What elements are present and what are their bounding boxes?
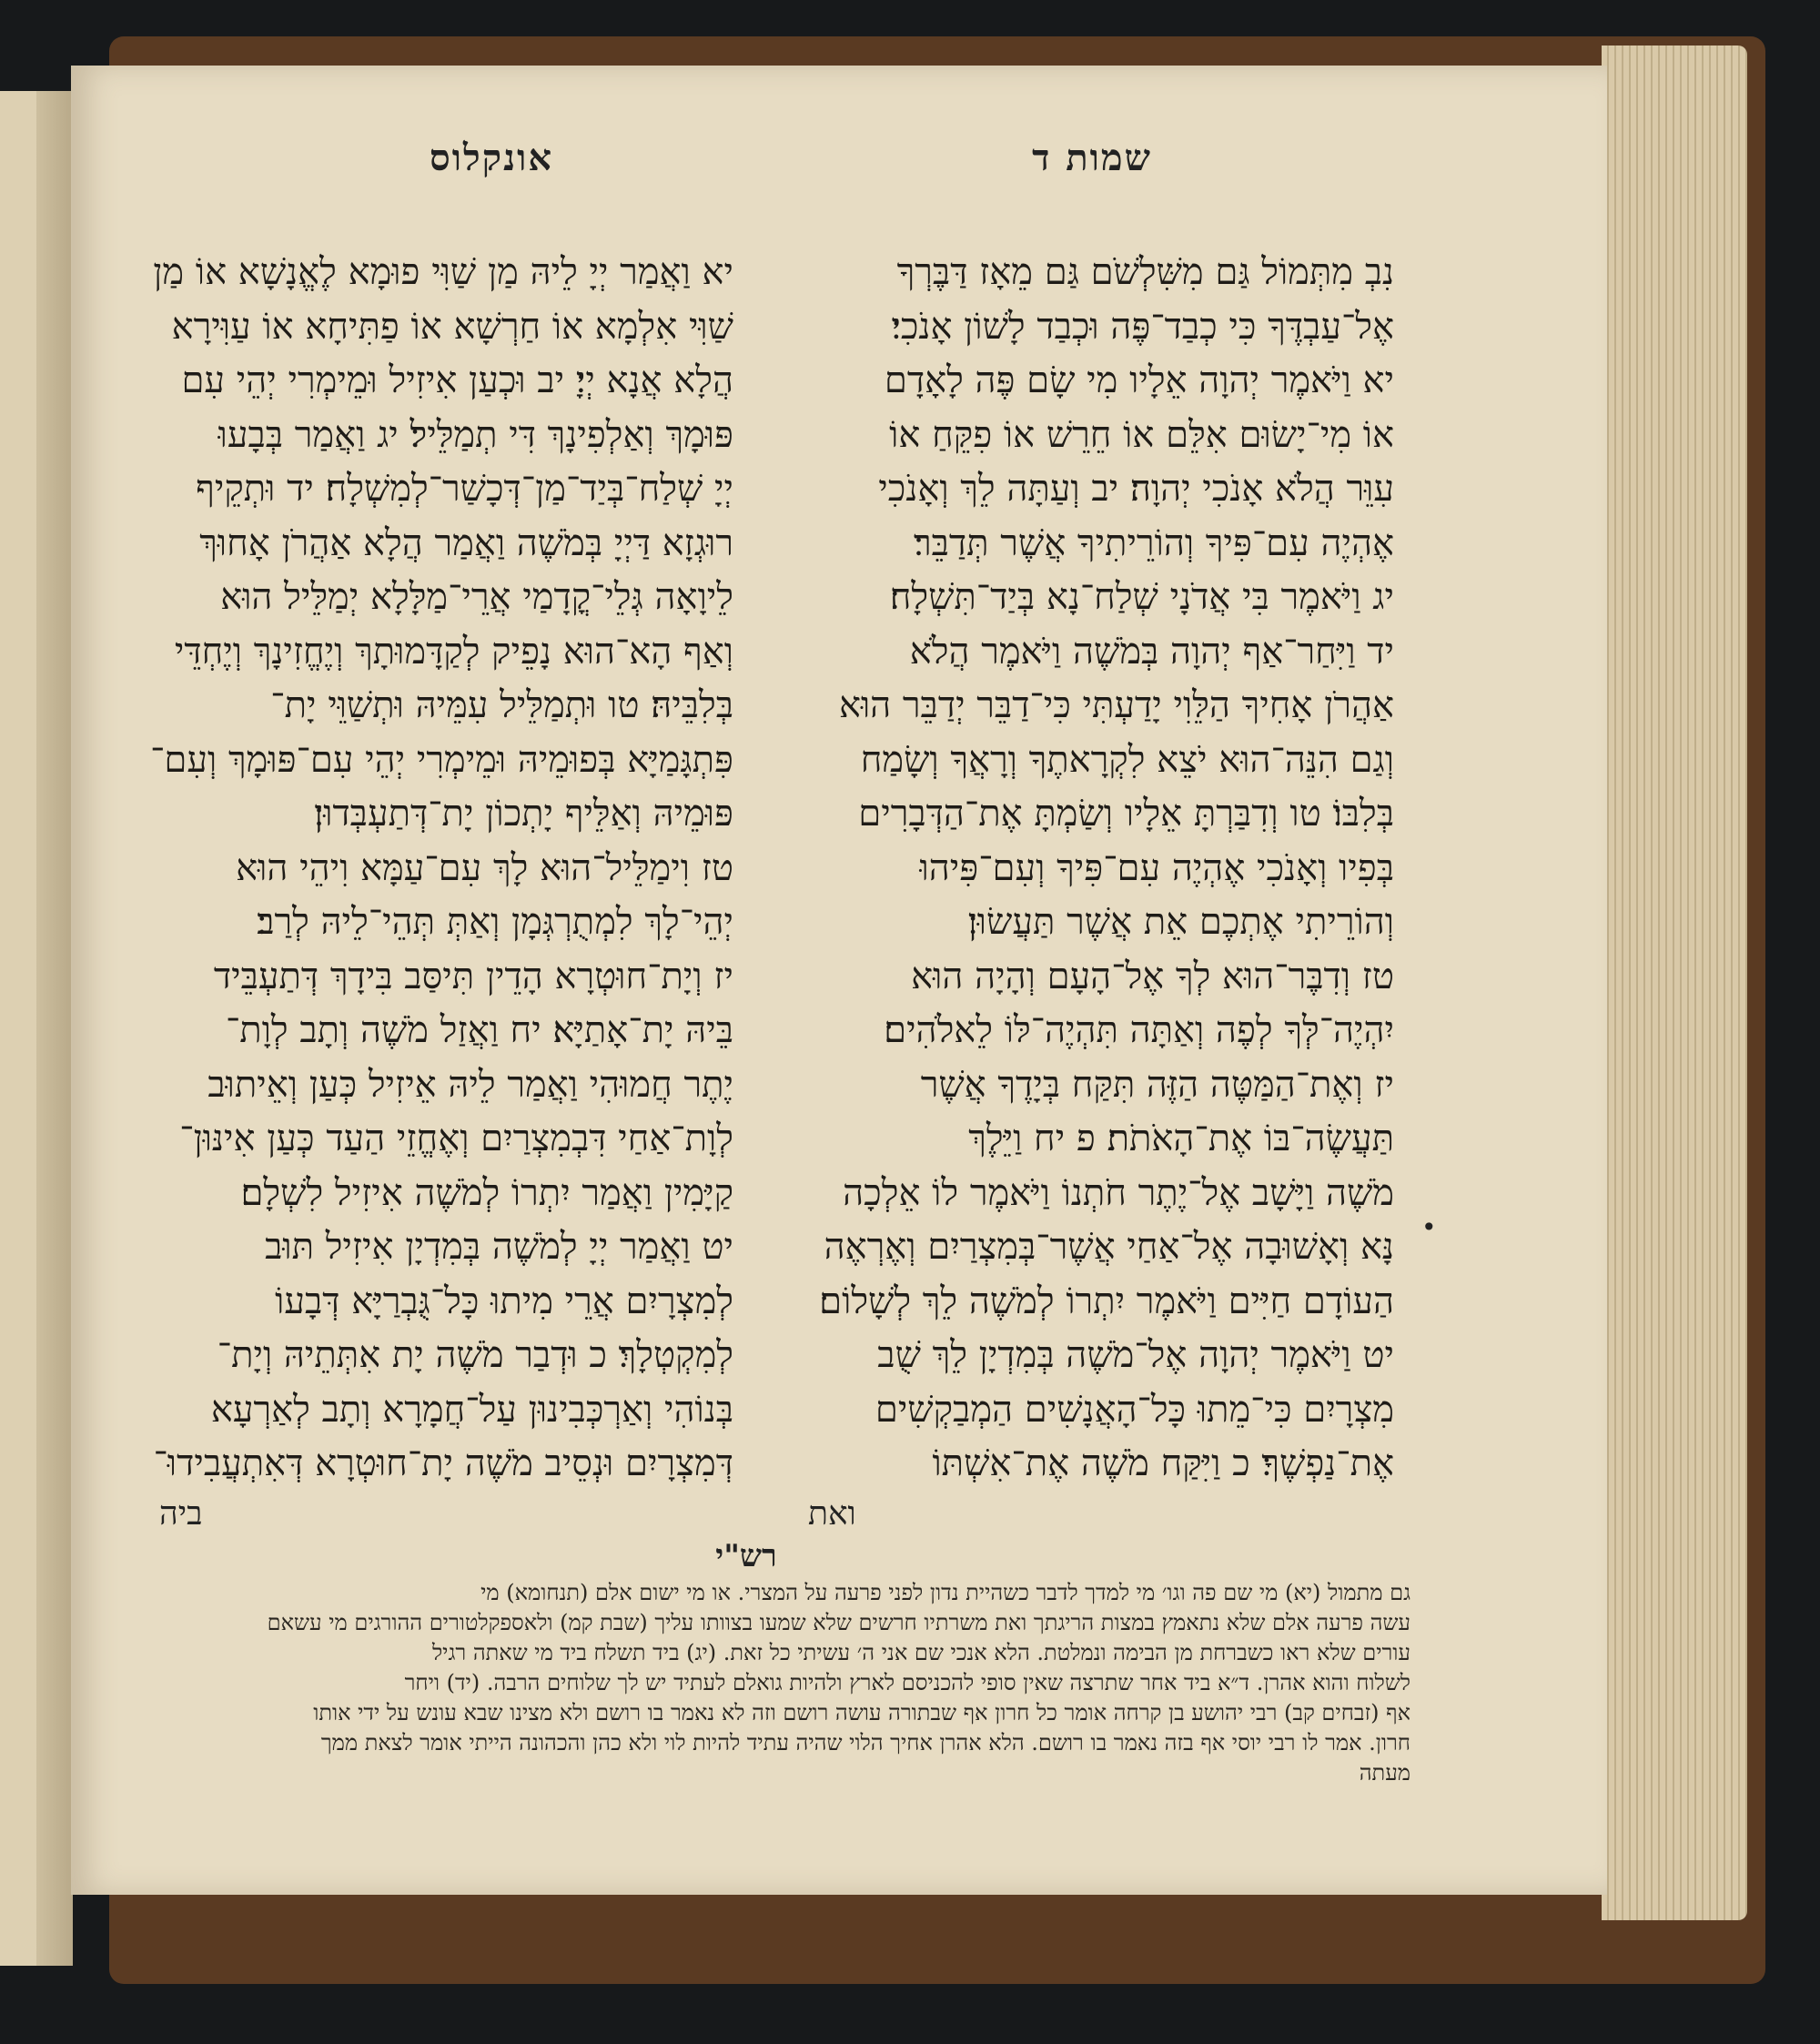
commentary-line: עורים שלא ראו כשברחת מן הבימה ונמלטת. הלא אנכי שם אני ה׳ עשיתי כל זאת. (יג) ביד תשלח ביד מי שאתה רגיל <box>431 1640 1410 1665</box>
rashi-commentary <box>100 1578 1410 1788</box>
text-line: יֶתֶר חֲמוּהִי וַאֲמַר לֵיהּ אֵיזִיל כְּעַן וְאֵיתוּב <box>207 1063 733 1106</box>
text-line: קַיָּמִין וַאֲמַר יִתְרוֹ לְמֹשֶׁה אִיזִיל לִשְׁלָם׃ <box>240 1171 733 1214</box>
text-line: לְוָת־אַחַי דִּבְמִצְרַיִם וְאֶחֱזֵי הַעַד כְּעַן אִינּוּן־ <box>179 1118 733 1159</box>
text-line: יט וַאֲמַר יְיָ לְמֹשֶׁה בְּמִדְיָן אִיזִיל תּוּב <box>265 1226 733 1268</box>
page-header-targum: אונקלוס <box>429 137 554 179</box>
text-line: וְהוֹרֵיתִי אֶתְכֶם אֵת אֲשֶׁר תַּעֲשׂוּן׃ <box>967 901 1394 943</box>
text-line: אוֹ מִי־יָשׂוּם אִלֵּם אוֹ חֵרֵשׁ אוֹ פִקֵּחַ אוֹ <box>889 413 1394 456</box>
text-line: פּוּמֵיהּ וְאַלֵּיף יָתְכוֹן יָת־דְּתַעְבְּדוּן׃ <box>314 793 733 835</box>
text-line: בְּלִבּוֹ׃ טו וְדִבַּרְתָּ אֵלָיו וְשַׂמְתָּ אֶת־הַדְּבָרִים <box>858 793 1394 835</box>
text-line: אֶת־נַפְשֶׁךָ׃ כ וַיִּקַּח מֹשֶׁה אֶת־אִשְׁתּוֹ <box>932 1442 1394 1484</box>
text-line: בֵּיהּ יָת־אָתַיָּא׃ יח וַאֲזַל מֹשֶׁה וְתָב לְוָת־ <box>225 1009 733 1051</box>
page-stack-edge <box>1602 46 1747 1920</box>
text-line: יְהֵי־לָךְ לִמְתֻרְגְּמָן וְאַתְּ תְּהֵי־לֵיהּ לְרַב׃ <box>257 901 733 943</box>
text-line: בְּנוֹהִי וְאַרְכְּבִינוּן עַל־חֲמָרָא וְתָב לְאַרְעָא <box>210 1388 733 1431</box>
text-line: רוּגְזָא דַּיְיָ בְּמֹשֶׁה וַאֲמַר הֲלָא אַהֲרֹן אָחוּךְ <box>199 521 733 564</box>
text-line: בְּלִבֵּיהּ׃ טו וּתְמַלֵּיל עִמֵּיהּ וּתְשַׁוֵּי יָת־ <box>270 684 733 726</box>
commentary-line: מעתה <box>1359 1760 1410 1786</box>
text-line: אֶהְיֶה עִם־פִּיךָ וְהוֹרֵיתִיךָ אֲשֶׁר תְּדַבֵּר׃ <box>913 521 1394 564</box>
text-line: לְמִקְטְלָךְ׃ כ וּדְבַר מֹשֶׁה יָת אִתְּתֵיהּ וְיָת־ <box>217 1334 733 1376</box>
hebrew-text-column <box>752 246 1394 1492</box>
commentary-line: לשלוח והוא אהרן. ד״א ביד אחר שתרצה שאין סופי להכניסם לארץ ולהיות גואלם לעתיד יש לך שלוחים הרבה. (יד) ויחר <box>404 1670 1410 1695</box>
text-line: נִבְ מִתְּמוֹל גַּם מִשִּׁלְשֹׁם גַּם מֵאָז דַּבֶּרְךָ <box>896 251 1394 293</box>
text-line: יט וַיֹּאמֶר יְהוָה אֶל־מֹשֶׁה בְּמִדְיָן לֵךְ שֻׁב <box>877 1334 1394 1376</box>
text-line: וְגַם הִנֵּה־הוּא יֹצֵא לִקְרָאתֶךָ וְרָאֲךָ וְשָׂמַח <box>860 738 1394 781</box>
text-line: דְּמִצְרָיִם וּנְסֵיב מֹשֶׁה יָת־חוּטְרָא דְּאִתְעֲבִידוּ־ <box>153 1442 733 1484</box>
commentary-line: חרון. אמר לו רבי יוסי אף בזה נאמר בו רושם. הלא אהרן אחיך הלוי שהיה עתיד להיות לוי ולא כהן והכהונה הייתי אומר לצאת ממך <box>320 1730 1410 1756</box>
text-line: אַהֲרֹן אָחִיךָ הַלֵּוִי יָדַעְתִּי כִּי־דַבֵּר יְדַבֵּר הוּא <box>838 684 1394 726</box>
text-line: נָּא וְאָשׁוּבָה אֶל־אַחַי אֲשֶׁר־בְּמִצְרַיִם וְאֶרְאֶה <box>824 1226 1394 1268</box>
targum-text-column <box>87 246 733 1492</box>
text-line: פּוּמָךְ וְאַלְפִינָךְ דִּי תְמַלֵּיל׃ יג וַאֲמַר בְּבָעוּ <box>217 413 733 456</box>
catchword-left: ביה <box>159 1495 203 1533</box>
text-line: יא וַאֲמַר יְיָ לֵיהּ מַן שַׁוִּי פוּמָא לֶאֱנָשָׁא אוֹ מַן <box>153 251 733 293</box>
text-line: יִהְיֶה־לְּךָ לְפֶה וְאַתָּה תִּהְיֶה־לּוֹ לֵאלֹהִים׃ <box>884 1009 1394 1051</box>
text-line: הַעוֹדָם חַיִּים וַיֹּאמֶר יִתְרוֹ לְמֹשֶׁה לֵךְ לְשָׁלוֹם׃ <box>819 1280 1394 1322</box>
text-line: וְאַף הָא־הוּא נָפֵיק לְקַדָּמוּתָךְ וְיֶחֱזִינָךְ וְיֶחְדֵּי <box>174 630 733 673</box>
text-line: עִוֵּר הֲלֹא אָנֹכִי יְהוָה׃ יב וְעַתָּה לֵךְ וְאָנֹכִי <box>878 468 1394 510</box>
text-line: טז וְדִבֶּר־הוּא לְךָ אֶל־הָעָם וְהָיָה הוּא <box>911 955 1394 997</box>
text-line: מִצְרָיִם כִּי־מֵתוּ כָּל־הָאֲנָשִׁים הַמְבַקְשִׁים <box>875 1388 1394 1431</box>
text-line: יג וַיֹּאמֶר בִּי אֲדֹנָי שְׁלַח־נָא בְּיַד־תִּשְׁלָח׃ <box>889 576 1394 618</box>
commentary-line: עשה פרעה אלם שלא נתאמץ במצות הריגתך ואת משרתיו חרשים שלא שמעו בצוותו עליך (שבת קמ) ולאספקלטורים ההורגים מי עשאם <box>267 1610 1410 1635</box>
text-line: יז וְיָת־חוּטְרָא הָדֵין תִּיסַּב בִּידָךְ דְּתַעְבֵּיד <box>213 955 733 997</box>
text-line: פִּתְגָּמַיָּא בְּפוּמֵיהּ וּמֵימְרִי יְהֵי עִם־פּוּמָךְ וְעִם־ <box>150 738 733 781</box>
commentary-line: אף (זבחים קב) רבי יהושע בן קרחה אומר כל חרון אף שבתורה עושה רושם וזה לא נאמר בו רושם ולא מצינו שבא עונש על ידי אותו <box>313 1700 1410 1725</box>
text-line: יד וַיִּחַר־אַף יְהוָה בְּמֹשֶׁה וַיֹּאמֶר הֲלֹא <box>909 630 1394 673</box>
text-line: הֲלָא אֲנָא יְיָ׃ יב וּכְעַן אִיזִיל וּמֵימְרִי יְהֵי עִם <box>181 359 733 401</box>
left-page-sliver <box>0 91 73 1966</box>
text-line: מֹשֶׁה וַיָּשָׁב אֶל־יֶתֶר חֹתְנוֹ וַיֹּאמֶר לוֹ אֵלְכָה <box>843 1171 1394 1214</box>
text-line: לֵיוָאָה גְּלֵי־קֳדָמַי אֲרֵי־מַלָּלָא יְמַלֵּיל הוּא <box>220 576 733 618</box>
text-line: טז וִימַלֵּיל־הוּא לָךְ עִם־עַמָּא וִיהֵי הוּא <box>236 846 733 889</box>
text-line: יְיָ שְׁלַח־בְּיַד־מַן־דְּכָשַׁר־לְמִשְׁלָח׃ יד וּתְקֵיף <box>196 468 733 510</box>
text-line: לְמִצְרָיִם אֲרֵי מִיתוּ כָּל־גֻּבְרַיָּא דְּבָעוֹ <box>275 1280 733 1322</box>
text-line: יז וְאֶת־הַמַּטֶּה הַזֶּה תִּקַּח בְּיָדֶךָ אֲשֶׁר <box>920 1063 1394 1106</box>
text-line: יא וַיֹּאמֶר יְהוָה אֵלָיו מִי שָׂם פֶּה לָאָדָם <box>884 359 1394 401</box>
text-line: תַּעֲשֶׂה־בּוֹ אֶת־הָאֹתֹת׃ פ יח וַיֵּלֶךְ <box>968 1118 1394 1159</box>
text-line: אֶל־עַבְדֶּךָ כִּי כְבַד־פֶּה וּכְבַד לָשׁוֹן אָנֹכִי׃ <box>891 305 1394 348</box>
commentary-line: גם מתמול (יא) מי שם פה וגו׳ מי למדך לדבר כשהיית נדון לפני פרעה על המצרי. או מי ישום אלם (תנחומא) מי <box>480 1580 1410 1605</box>
catchword-right: ואת <box>808 1495 856 1533</box>
margin-mark: • <box>1421 1212 1437 1242</box>
page-header-book: שמות ד <box>1032 137 1152 179</box>
rashi-heading: רש"י <box>715 1538 777 1574</box>
text-line: שַׁוִּי אִלְמָא אוֹ חַרְשָׁא אוֹ פַתִּיחָא אוֹ עַוִּירָא <box>171 305 733 348</box>
text-line: בְּפִיו וְאָנֹכִי אֶהְיֶה עִם־פִּיךָ וְעִם־פִּיהוּ <box>919 846 1394 889</box>
